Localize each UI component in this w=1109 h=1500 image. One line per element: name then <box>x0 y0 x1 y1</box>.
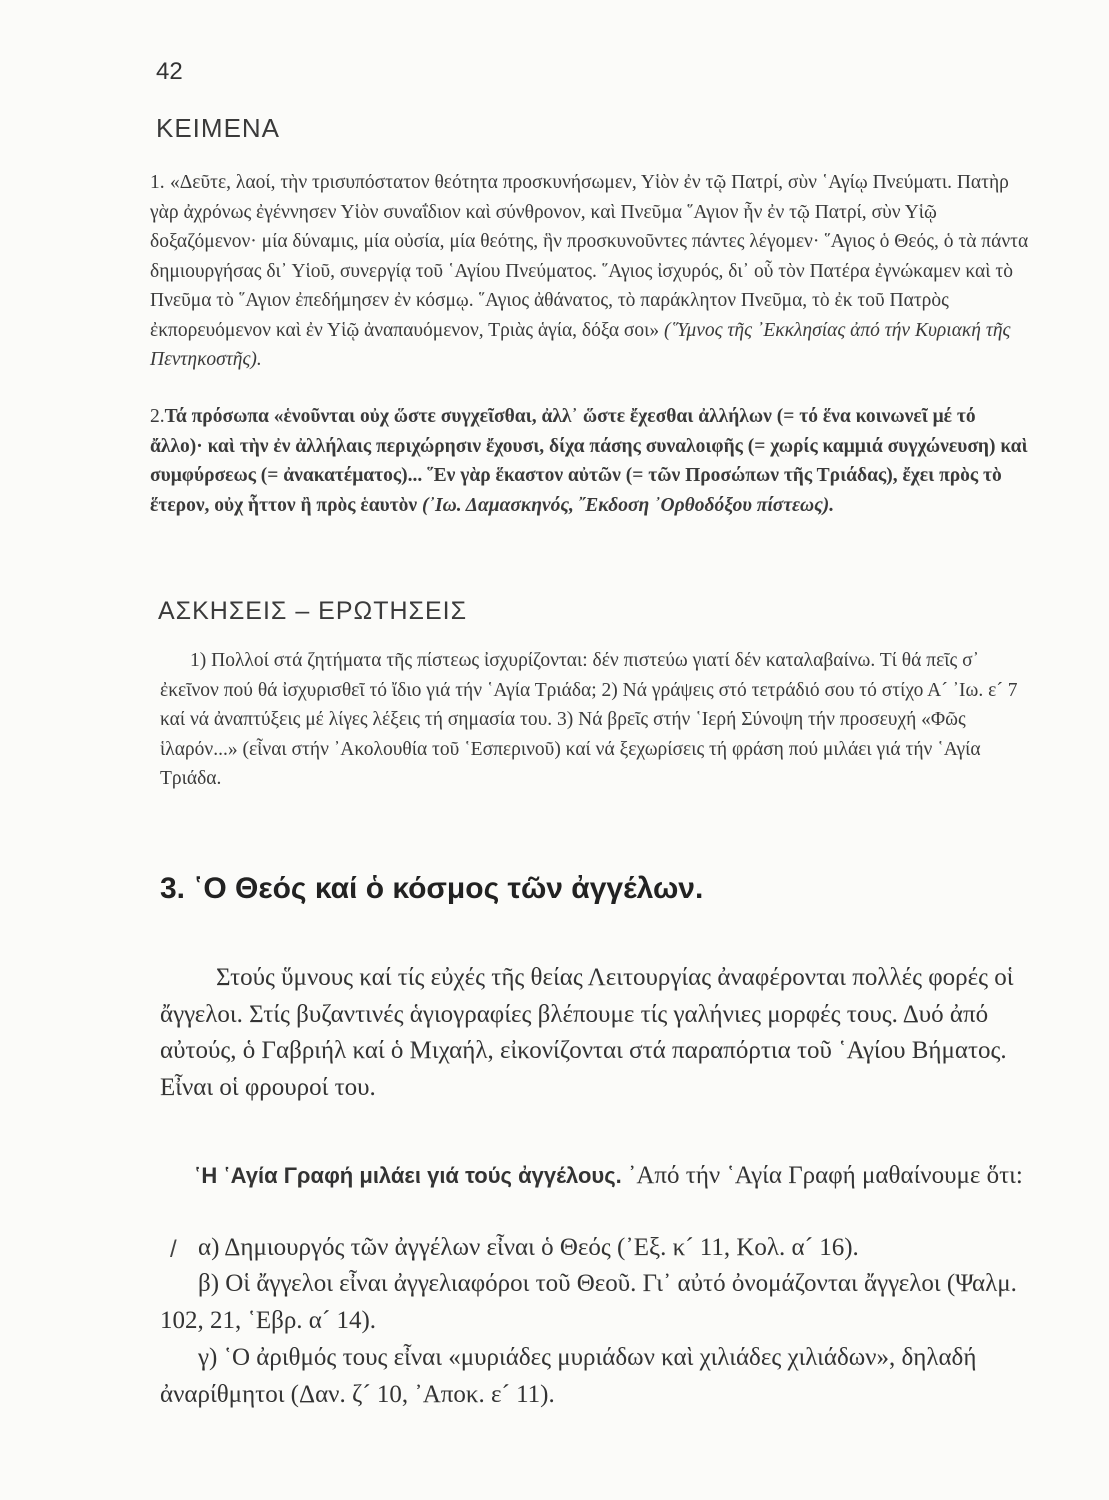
exercises-heading: ΑΣΚΗΣΕΙΣ – ΕΡΩΤΗΣΕΙΣ <box>158 597 468 625</box>
chapter-paragraph-2-rest: ᾿Από τήν ῾Αγία Γραφή μαθαίνουμε ὅτι: <box>621 1162 1023 1189</box>
text-item-2-source: (᾿Ιω. Δαμασκηνός, ῎Εκδοση ᾿Ορθοδόξου πίστεως). <box>422 494 835 516</box>
list-item-c: γ) ῾Ο ἀριθμός τους εἶναι «μυριάδες μυριάδων καὶ χιλιάδες χιλιάδων», δηλαδή ἀναρίθμητοι (Δαν. ζ´ 10, ᾿Αποκ. ε´ 11). <box>160 1344 977 1408</box>
chapter-paragraph-1: Στούς ὕμνους καί τίς εὐχές τῆς θείας Λειτουργίας ἀναφέρονται πολλές φορές οἱ ἄγγελοι. Στίς βυζαντινές ἁγιογραφίες βλέπουμε τίς γαλήνιες μορφές τους. Δυό ἀπό αὐτούς, ὁ Γαβριήλ καί ὁ Μιχαήλ, εἰκονίζονται στά παραπόρτια τοῦ ῾Αγίου Βήματος. Εἶναι οἱ φρουροί του. <box>160 964 1014 1101</box>
chapter-title: 3. ῾Ο Θεός καί ὁ κόσμος τῶν ἀγγέλων. <box>160 872 704 905</box>
texts-heading: ΚΕΙΜΕΝΑ <box>156 113 281 143</box>
margin-mark: / <box>170 1236 177 1263</box>
text-item-2-body: Τά πρόσωπα «ἑνοῦνται οὐχ ὥστε συγχεῖσθαι, ἀλλ᾽ ὥστε ἔχεσθαι ἀλλήλων (= τό ἕνα κοινωνεῖ μέ τό ἄλλο)· καὶ τὴν ἐν ἀλλήλαις περιχώρησιν ἔχουσι, δίχα πάσης συναλοιφῆς (= χωρίς καμμιά συγχώνευση) καὶ συμφύρσεως (= ἀνακατέματος)... ῞Εν γὰρ ἕκαστον αὐτῶν (= τῶν Προσώπων τῆς Τριάδας), ἔχει πρὸς τὸ ἕτερον, οὐχ ἧττον ἢ πρὸς ἑαυτὸν <box>150 406 1028 516</box>
text-item-2 <box>150 402 1030 520</box>
list-item-a: α) Δημιουργός τῶν ἀγγέλων εἶναι ὁ Θεός (᾿Εξ. κ´ 11, Κολ. α´ 16). <box>198 1234 859 1261</box>
page-number: 42 <box>156 58 183 85</box>
text-item-1-body: «Δεῦτε, λαοί, τὴν τρισυπόστατον θεότητα προσκυνήσωμεν, Υἱὸν ἐν τῷ Πατρί, σὺν ῾Αγίῳ Πνεύματι. Πατὴρ γὰρ ἀχρόνως ἐγέννησεν Υἱὸν συναΐδιον καὶ σύνθρονον, καὶ Πνεῦμα ῞Αγιον ἦν ἐν τῷ Πατρί, σὺν Υἱῷ δοξαζόμενον· μία δύναμις, μία οὐσία, μία θεότης, ἣν προσκυνοῦντες πάντες λέγομεν· ῞Αγιος ὁ Θεός, ὁ τὰ πάντα δημιουργήσας δι᾽ Υἱοῦ, συνεργίᾳ τοῦ ῾Αγίου Πνεύματος. ῞Αγιος ἰσχυρός, δι᾽ οὗ τὸν Πατέρα ἐγνώκαμεν καὶ τὸ Πνεῦμα τὸ ῞Αγιον ἐπεδήμησεν ἐν κόσμῳ. ῞Αγιος ἀθάνατος, τὸ παράκλητον Πνεῦμα, τὸ ἐκ τοῦ Πατρὸς ἐκπορευόμενον καὶ ἐν Υἱῷ ἀναπαυόμενον, Τριὰς ἁγία, δόξα σοι» <box>150 172 1029 341</box>
chapter-paragraph-2-lead: ῾Η ῾Αγία Γραφή μιλάει γιά τούς ἀγγέλους. <box>194 1163 622 1188</box>
exercises-body: 1) Πολλοί στά ζητήματα τῆς πίστεως ἰσχυρίζονται: δέν πιστεύω γιατί δέν καταλαβαίνω. Τί θά πεῖς σ᾽ ἐκεῖνον πού θά ἰσχυρισθεῖ τό ἴδιο γιά τήν ῾Αγία Τριάδα; 2) Νά γράψεις στό τετράδιό σου τό στίχο Α´ ᾿Ιω. ε´ 7 καί νά ἀναπτύξεις μέ λίγες λέξεις τή σημασία του. 3) Νά βρεῖς στήν ῾Ιερή Σύνοψη τήν προσευχή «Φῶς ἱλαρόν...» (εἶναι στήν ᾿Ακολουθία τοῦ ῾Εσπερινοῦ) καί νά ξεχωρίσεις τή φράση πού μιλάει γιά τήν ῾Αγία Τριάδα. <box>160 650 1018 789</box>
text-item-1-number: 1. <box>150 172 165 193</box>
text-item-1-source: (῞Υμνος τῆς ᾿Εκκλησίας ἀπό τήν Κυριακή τῆς Πεντηκοστῆς). <box>150 319 1011 370</box>
text-item-2-number: 2. <box>150 406 165 427</box>
list-item-b: β) Οἱ ἄγγελοι εἶναι ἀγγελιαφόροι τοῦ Θεοῦ. Γι᾽ αὐτό ὀνομάζονται ἄγγελοι (Ψαλμ. 102, 21, ῾Εβρ. α´ 14). <box>160 1270 1017 1334</box>
chapter-paragraph-2 <box>160 1158 1032 1195</box>
text-item-1 <box>150 168 1030 375</box>
